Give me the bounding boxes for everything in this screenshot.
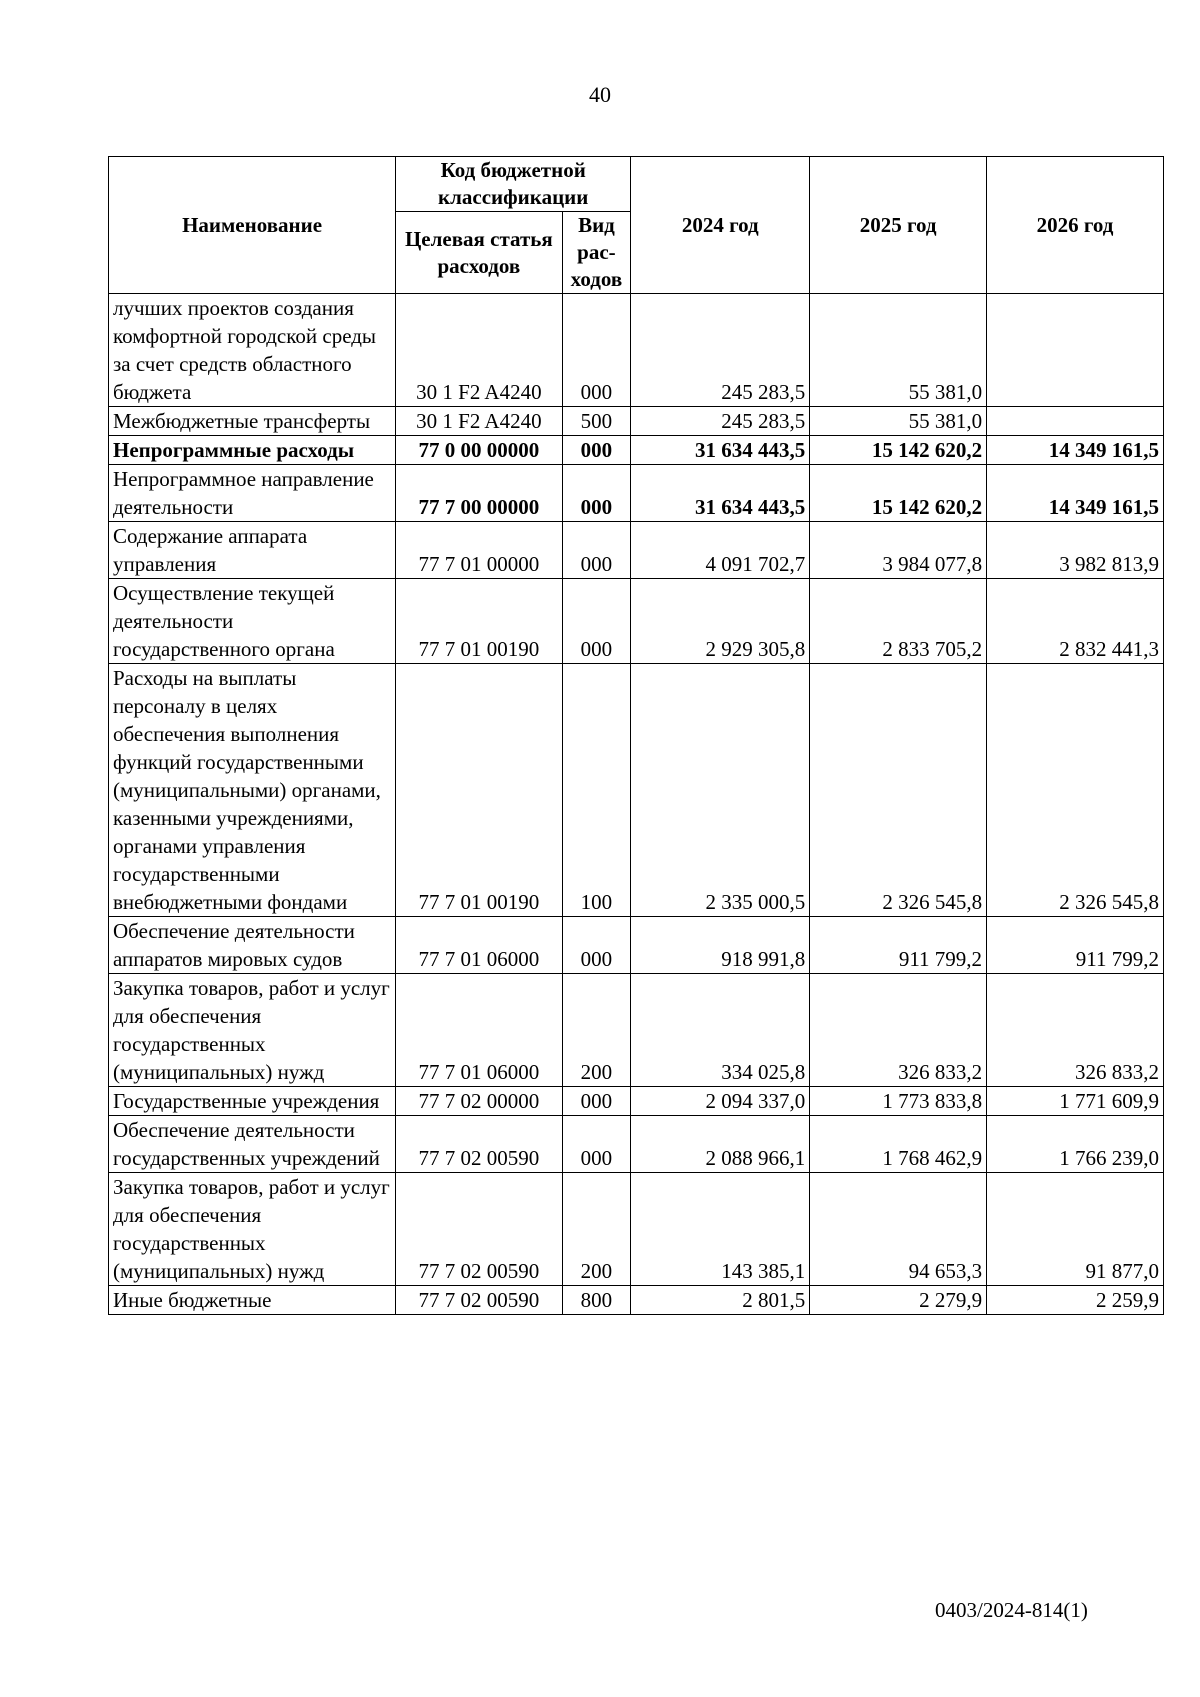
cell-expense-kind: 000 <box>562 917 631 974</box>
cell-expense-kind: 000 <box>562 294 631 407</box>
cell-2024: 918 991,8 <box>631 917 810 974</box>
table-row <box>109 579 1164 664</box>
cell-expense-kind: 000 <box>562 579 631 664</box>
cell-2026: 326 833,2 <box>987 974 1164 1087</box>
cell-expense-kind: 000 <box>562 1116 631 1173</box>
cell-target-code: 30 1 F2 A4240 <box>396 407 562 436</box>
cell-2024: 2 801,5 <box>631 1286 810 1315</box>
cell-target-code: 77 7 02 00590 <box>396 1116 562 1173</box>
table-row <box>109 294 1164 407</box>
cell-2025: 1 768 462,9 <box>810 1116 987 1173</box>
cell-name: Государственные учреждения <box>109 1087 396 1116</box>
cell-2024: 4 091 702,7 <box>631 522 810 579</box>
cell-2025: 15 142 620,2 <box>810 465 987 522</box>
cell-name: Межбюджетные трансферты <box>109 407 396 436</box>
cell-2026: 3 982 813,9 <box>987 522 1164 579</box>
cell-target-code: 77 7 02 00590 <box>396 1286 562 1315</box>
cell-expense-kind: 000 <box>562 1087 631 1116</box>
cell-name: Обеспечение деятельности государственных учреждений <box>109 1116 396 1173</box>
cell-2024: 2 335 000,5 <box>631 664 810 917</box>
cell-2026 <box>987 294 1164 407</box>
cell-expense-kind: 200 <box>562 974 631 1087</box>
table-row <box>109 917 1164 974</box>
cell-expense-kind: 000 <box>562 465 631 522</box>
table-row <box>109 1116 1164 1173</box>
cell-2024: 245 283,5 <box>631 407 810 436</box>
cell-name: Иные бюджетные <box>109 1286 396 1315</box>
cell-target-code: 77 7 01 00000 <box>396 522 562 579</box>
cell-name: Обеспечение деятельности аппаратов мировых судов <box>109 917 396 974</box>
cell-2024: 2 088 966,1 <box>631 1116 810 1173</box>
cell-2026: 2 326 545,8 <box>987 664 1164 917</box>
cell-name: Содержание аппарата управления <box>109 522 396 579</box>
cell-name: Закупка товаров, работ и услуг для обеспечения государственных (муниципальных) нужд <box>109 974 396 1087</box>
cell-2025: 2 833 705,2 <box>810 579 987 664</box>
cell-name: лучших проектов создания комфортной городской среды за счет средств областного бюджета <box>109 294 396 407</box>
header-expense-kind: Вид рас-ходов <box>562 212 631 294</box>
header-code-group: Код бюджетной классификации <box>396 157 631 212</box>
cell-2024: 245 283,5 <box>631 294 810 407</box>
cell-2025: 15 142 620,2 <box>810 436 987 465</box>
table-row <box>109 1087 1164 1116</box>
cell-2025: 1 773 833,8 <box>810 1087 987 1116</box>
table-body <box>109 294 1164 1315</box>
table-row <box>109 436 1164 465</box>
cell-2025: 2 279,9 <box>810 1286 987 1315</box>
cell-expense-kind: 800 <box>562 1286 631 1315</box>
cell-target-code: 77 7 01 00190 <box>396 579 562 664</box>
header-name: Наименование <box>109 157 396 294</box>
page-number: 40 <box>589 82 611 107</box>
table-row <box>109 522 1164 579</box>
budget-table <box>108 156 1164 1315</box>
cell-expense-kind: 000 <box>562 436 631 465</box>
cell-2026 <box>987 407 1164 436</box>
cell-2025: 2 326 545,8 <box>810 664 987 917</box>
header-2025: 2025 год <box>810 157 987 294</box>
header-target-article: Целевая статья расходов <box>396 212 562 294</box>
table-header-row <box>109 157 1164 212</box>
cell-target-code: 77 7 01 06000 <box>396 974 562 1087</box>
table-row <box>109 1286 1164 1315</box>
table-row <box>109 407 1164 436</box>
cell-expense-kind: 100 <box>562 664 631 917</box>
cell-target-code: 77 7 01 00190 <box>396 664 562 917</box>
cell-2024: 334 025,8 <box>631 974 810 1087</box>
cell-expense-kind: 200 <box>562 1173 631 1286</box>
cell-expense-kind: 000 <box>562 522 631 579</box>
cell-2025: 55 381,0 <box>810 407 987 436</box>
table-row <box>109 974 1164 1087</box>
table-row <box>109 1173 1164 1286</box>
cell-2026: 1 766 239,0 <box>987 1116 1164 1173</box>
cell-2024: 2 094 337,0 <box>631 1087 810 1116</box>
cell-2026: 2 259,9 <box>987 1286 1164 1315</box>
cell-2024: 31 634 443,5 <box>631 465 810 522</box>
cell-name: Закупка товаров, работ и услуг для обеспечения государственных (муниципальных) нужд <box>109 1173 396 1286</box>
cell-2026: 2 832 441,3 <box>987 579 1164 664</box>
cell-2026: 1 771 609,9 <box>987 1087 1164 1116</box>
cell-target-code: 30 1 F2 A4240 <box>396 294 562 407</box>
cell-2026: 91 877,0 <box>987 1173 1164 1286</box>
cell-name: Непрограммные расходы <box>109 436 396 465</box>
cell-name: Расходы на выплаты персоналу в целях обеспечения выполнения функций государственными (муниципальными) органами, казенными учреждениями, органами управления государственными внебюджетными фондами <box>109 664 396 917</box>
cell-2025: 94 653,3 <box>810 1173 987 1286</box>
header-2024: 2024 год <box>631 157 810 294</box>
cell-target-code: 77 7 00 00000 <box>396 465 562 522</box>
cell-2024: 2 929 305,8 <box>631 579 810 664</box>
header-2026: 2026 год <box>987 157 1164 294</box>
table-row <box>109 465 1164 522</box>
cell-2025: 911 799,2 <box>810 917 987 974</box>
cell-expense-kind: 500 <box>562 407 631 436</box>
cell-target-code: 77 0 00 00000 <box>396 436 562 465</box>
cell-2024: 143 385,1 <box>631 1173 810 1286</box>
cell-2025: 326 833,2 <box>810 974 987 1087</box>
table-row <box>109 664 1164 917</box>
cell-2026: 14 349 161,5 <box>987 436 1164 465</box>
cell-2024: 31 634 443,5 <box>631 436 810 465</box>
cell-2026: 14 349 161,5 <box>987 465 1164 522</box>
cell-target-code: 77 7 01 06000 <box>396 917 562 974</box>
cell-target-code: 77 7 02 00000 <box>396 1087 562 1116</box>
cell-2025: 55 381,0 <box>810 294 987 407</box>
cell-target-code: 77 7 02 00590 <box>396 1173 562 1286</box>
cell-2025: 3 984 077,8 <box>810 522 987 579</box>
cell-2026: 911 799,2 <box>987 917 1164 974</box>
document-code: 0403/2024-814(1) <box>935 1598 1088 1622</box>
cell-name: Осуществление текущей деятельности государственного органа <box>109 579 396 664</box>
cell-name: Непрограммное направление деятельности <box>109 465 396 522</box>
